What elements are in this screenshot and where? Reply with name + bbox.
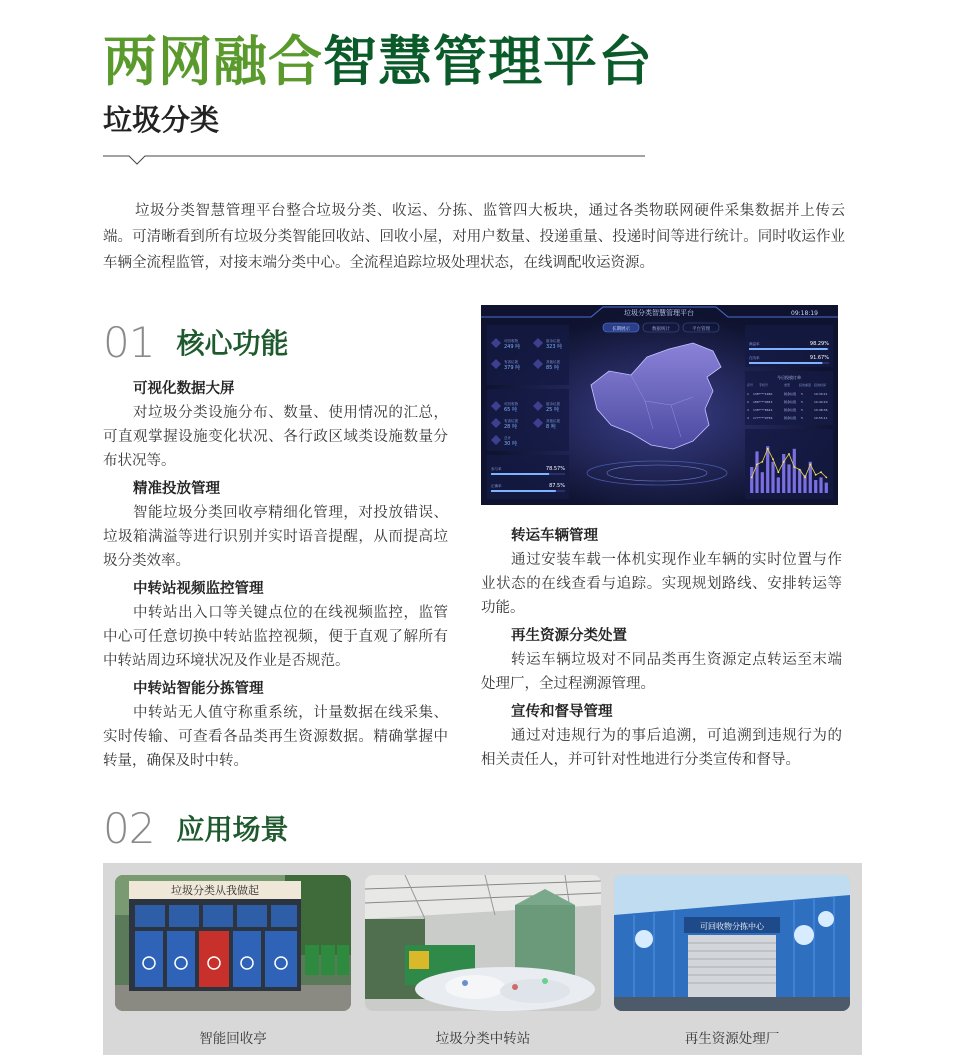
table-cell: 10:40:20 bbox=[814, 400, 828, 404]
dashboard-clock: 09:18:19 bbox=[791, 310, 818, 317]
scene-caption: 垃圾分类中转站 bbox=[435, 1031, 531, 1047]
stat-value: 323 吨 bbox=[546, 344, 563, 350]
feature-desc: 智能垃圾分类回收亭精细化管理，对投放错误、垃圾箱满溢等进行识别并实时语音提醒，从而提高垃圾分类效率。 bbox=[103, 505, 448, 569]
dashboard-tab[interactable]: 平台管理 bbox=[692, 327, 710, 332]
feature-desc: 转运车辆垃圾对不同品类再生资源定点转运至末端处理厂，全过程溯源管理。 bbox=[481, 652, 842, 692]
feature-desc: 中转站出入口等关键点位的在线视频监控，监管中心可任意切换中转站监控视频，便于直观了解所有中转站周边环境状况及作业是否规范。 bbox=[103, 605, 448, 669]
chart-point bbox=[820, 471, 822, 473]
table-cell: 10:55:11 bbox=[814, 416, 828, 420]
chart-point bbox=[809, 464, 811, 466]
table-cell: 厨余垃圾 bbox=[784, 416, 797, 420]
chart-point bbox=[756, 464, 758, 466]
chart-point bbox=[767, 448, 769, 450]
chart-point bbox=[825, 477, 827, 479]
stat-value: 25 吨 bbox=[546, 407, 559, 413]
table-cell: 5 bbox=[801, 416, 803, 420]
chart-point bbox=[783, 461, 785, 463]
table-cell: 138****6624 bbox=[753, 408, 773, 412]
scene-caption: 再生资源处理厂 bbox=[684, 1031, 780, 1047]
chart-bar bbox=[814, 480, 817, 493]
chart-bar bbox=[771, 462, 774, 493]
table-header-cell: 序号 bbox=[747, 383, 754, 387]
table-cell: 10:48:36 bbox=[814, 408, 828, 412]
stat-label: 可回收物 bbox=[504, 402, 518, 406]
table-cell: 2 bbox=[747, 400, 749, 404]
stat-value: 249 吨 bbox=[504, 344, 521, 350]
stat-label: 其他垃圾 bbox=[546, 419, 560, 423]
chart-point bbox=[761, 461, 763, 463]
table-cell: 138****1480 bbox=[753, 392, 773, 396]
rate-bar bbox=[491, 473, 549, 475]
chart-bar bbox=[787, 464, 790, 493]
chart-point bbox=[815, 474, 817, 476]
section-title: 核心功能 bbox=[176, 327, 289, 360]
chart-point bbox=[788, 453, 790, 455]
table-row bbox=[747, 415, 828, 420]
dashboard-title: 垃圾分类智慧管理平台 bbox=[624, 309, 694, 317]
stat-label: 可回收物 bbox=[504, 339, 518, 343]
stat-value: 65 吨 bbox=[504, 407, 517, 413]
features-right-column bbox=[481, 524, 842, 776]
intro-paragraph: 垃圾分类智慧管理平台整合垃圾分类、收运、分拣、监管四大板块，通过各类物联网硬件采集数据并上传云端。可清晰看到所有垃圾分类智能回收站、回收小屋，对用户数量、投递重量、投递时间等进行统计。同时收运作业车辆全流程监管，对接末端分类中心。全流程追踪垃圾处理状态，在线调配收运资源。 bbox=[103, 203, 845, 271]
section-header-core-functions bbox=[103, 317, 288, 367]
chart-bar bbox=[761, 472, 764, 493]
feature-title: 中转站视频监控管理 bbox=[133, 581, 264, 597]
stat-value: 28 吨 bbox=[504, 424, 517, 430]
title-part-1: 两网融合 bbox=[103, 30, 323, 93]
table-cell: 177****9756 bbox=[753, 416, 773, 420]
kiosk-sign: 垃圾分类从我做起 bbox=[171, 884, 259, 897]
chart-point bbox=[751, 477, 753, 479]
rate-label: 正确率 bbox=[491, 484, 502, 488]
section-title: 应用场景 bbox=[176, 813, 289, 846]
chart-bar bbox=[766, 446, 769, 493]
table-header-cell: 投放时间 bbox=[814, 383, 827, 387]
chart-point bbox=[804, 477, 806, 479]
rate-value: 91.67% bbox=[809, 355, 829, 361]
table-cell: 3 bbox=[747, 408, 749, 412]
feature-title: 转运车辆管理 bbox=[511, 528, 598, 544]
dashboard-tab[interactable]: 数据统计 bbox=[652, 327, 670, 332]
chart-bar bbox=[798, 470, 801, 493]
table-cell: 厨余垃圾 bbox=[784, 392, 797, 396]
rate-label: 参与率 bbox=[491, 467, 502, 471]
plant-sign: 可回收物分拣中心 bbox=[700, 922, 764, 931]
stat-value: 379 吨 bbox=[504, 365, 521, 371]
feature-desc: 通过对违规行为的事后追溯，可追溯到违规行为的相关责任人，并可针对性地进行分类宣传和督导。 bbox=[481, 728, 842, 768]
feature-desc: 对垃圾分类设施分布、数量、使用情况的汇总，可直观掌握设施变化状况、各行政区域类设施数量分布状况等。 bbox=[103, 405, 448, 469]
stat-label: 厨余垃圾 bbox=[546, 339, 560, 343]
rate-bar bbox=[749, 348, 828, 350]
feature-desc: 通过安装车载一体机实现作业车辆的实时位置与作业状态的在线查看与追踪。实现规划路线、安排转运等功能。 bbox=[481, 552, 842, 616]
rate-value: 78.57% bbox=[545, 466, 565, 472]
scene-photo-recycling-plant bbox=[614, 875, 850, 1011]
chart-point bbox=[772, 458, 774, 460]
stat-label: 其他垃圾 bbox=[546, 360, 560, 364]
table-cell: 186****4653 bbox=[753, 400, 773, 404]
page-subtitle: 垃圾分类 bbox=[103, 103, 220, 137]
rate-label: 在线率 bbox=[749, 356, 760, 360]
table-row bbox=[747, 391, 828, 396]
section-number: 01 bbox=[103, 317, 155, 367]
header-divider bbox=[103, 148, 645, 168]
section-header-scenarios bbox=[103, 803, 288, 853]
rate-value: 98.29% bbox=[809, 341, 829, 347]
rate-bar bbox=[749, 362, 822, 364]
stat-label: 总计 bbox=[504, 436, 511, 440]
chart-bar bbox=[825, 483, 828, 493]
dashboard-svg bbox=[481, 305, 838, 505]
panel-stats-a bbox=[487, 325, 569, 385]
chart-point bbox=[799, 469, 801, 471]
feature-title: 可视化数据大屏 bbox=[133, 381, 235, 397]
rate-value: 87.5% bbox=[549, 483, 565, 489]
panel-left-rates bbox=[487, 455, 569, 499]
table-row bbox=[747, 407, 828, 412]
table-cell: 4 bbox=[747, 416, 749, 420]
table-header-cell: 投放重量 bbox=[799, 383, 812, 387]
rate-label: 满溢率 bbox=[749, 342, 760, 346]
stat-label: 厨余垃圾 bbox=[546, 402, 560, 406]
chart-bar bbox=[819, 477, 822, 493]
feature-title: 精准投放管理 bbox=[133, 481, 220, 497]
scene-caption: 智能回收亭 bbox=[199, 1031, 267, 1047]
chart-bar bbox=[777, 477, 780, 493]
stat-value: 8 吨 bbox=[546, 424, 556, 430]
table-cell: 1 bbox=[747, 392, 749, 396]
table-cell: 5 bbox=[801, 392, 803, 396]
dashboard-tab[interactable]: 长期展示 bbox=[612, 327, 630, 332]
table-row bbox=[747, 399, 828, 404]
table-header-cell: 手机号 bbox=[759, 383, 769, 387]
table-cell: 厨余垃圾 bbox=[784, 400, 797, 404]
feature-title: 中转站智能分拣管理 bbox=[133, 681, 264, 697]
page-title bbox=[103, 26, 653, 98]
title-part-2: 智慧管理平台 bbox=[323, 30, 653, 93]
feature-title: 宣传和督导管理 bbox=[511, 704, 613, 720]
dashboard-screenshot bbox=[481, 305, 838, 505]
table-header-cell: 类型 bbox=[784, 383, 791, 387]
scene-photo-transfer-station bbox=[365, 875, 601, 1011]
stat-label: 有害垃圾 bbox=[504, 360, 518, 364]
feature-title: 再生资源分类处置 bbox=[511, 628, 627, 644]
stat-label: 有害垃圾 bbox=[504, 419, 518, 423]
rate-bar bbox=[491, 490, 556, 492]
table-cell: 10:30:21 bbox=[814, 392, 828, 396]
chart-point bbox=[793, 466, 795, 468]
section-number: 02 bbox=[103, 803, 155, 853]
chart-bar bbox=[793, 449, 796, 493]
scene-photo-kiosk bbox=[115, 875, 351, 1011]
table-cell: 5 bbox=[801, 400, 803, 404]
chart-point bbox=[777, 471, 779, 473]
orders-table-title: 今日投放订单 bbox=[777, 375, 801, 380]
scenarios-band bbox=[103, 863, 862, 1055]
features-left-column bbox=[103, 377, 448, 777]
stat-value: 85 吨 bbox=[546, 365, 559, 371]
stat-value: 30 吨 bbox=[504, 441, 517, 447]
chart-bar bbox=[755, 451, 758, 493]
table-cell: 5 bbox=[801, 408, 803, 412]
feature-desc: 中转站无人值守称重系统，计量数据在线采集、实时传输、可查看各品类再生资源数据。精确掌握中转量，确保及时中转。 bbox=[103, 705, 448, 769]
chart-bar bbox=[750, 467, 753, 493]
table-cell: 厨余垃圾 bbox=[784, 408, 797, 412]
